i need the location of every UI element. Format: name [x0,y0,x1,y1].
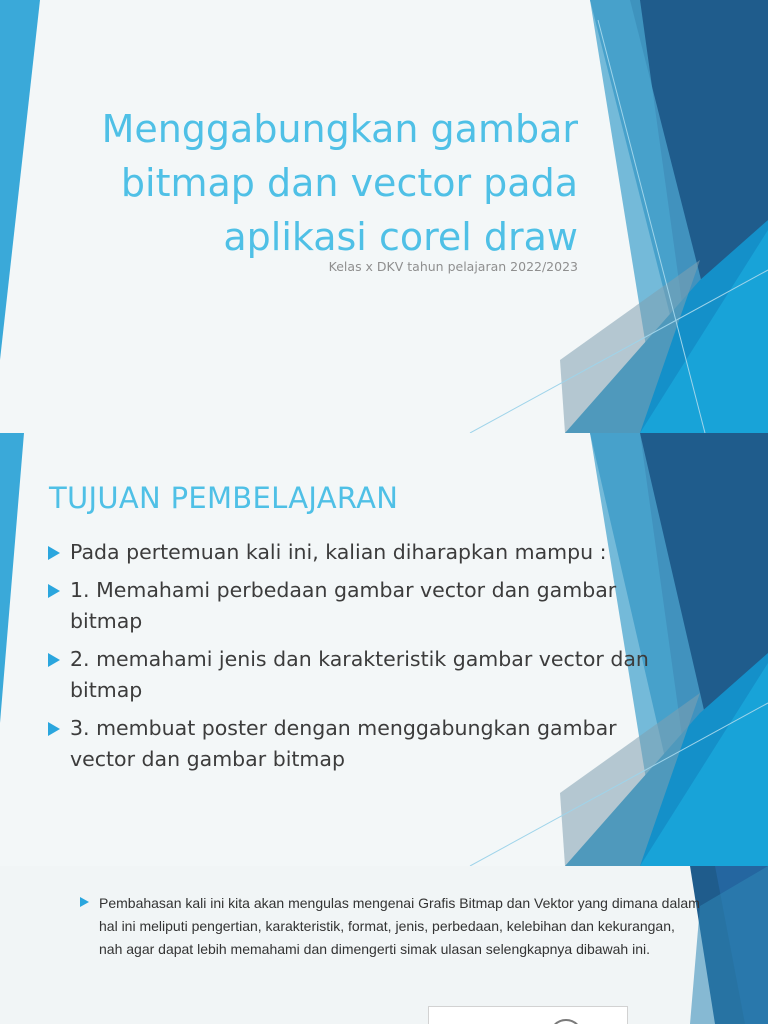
bullet-arrow-icon [48,546,60,560]
list-item-text: 3. membuat poster dengan menggabungkan gambar vector dan gambar bitmap [70,716,617,771]
slide-subtitle: Kelas x DKV tahun pelajaran 2022/2023 [328,259,578,274]
list-item-text: 1. Memahami perbedaan gambar vector dan gambar bitmap [70,578,617,633]
objectives-slide [0,433,768,866]
list-item [48,537,688,568]
slide-title: Menggabungkan gambar bitmap dan vector pada aplikasi corel draw [101,107,578,259]
bullet-arrow-icon [48,722,60,736]
content-slide [0,866,768,1024]
list-item-text: 2. memahami jenis dan karakteristik gambar vector dan bitmap [70,647,649,702]
image-circle-shape [549,1019,583,1024]
left-shape [0,433,24,723]
bullet-arrow-icon [48,653,60,667]
bullet-arrow-icon [80,897,89,907]
section-title: TUJUAN PEMBELAJARAN [49,481,399,515]
list-item-text: Pada pertemuan kali ini, kalian diharapkan mampu : [70,540,607,564]
left-shape [0,0,40,360]
objectives-list [48,537,688,782]
embedded-image [428,1006,628,1024]
paragraph-block [80,892,700,961]
title-slide [0,0,768,433]
list-item [48,575,688,637]
list-item [48,713,688,775]
bullet-arrow-icon [48,584,60,598]
list-item [48,644,688,706]
paragraph-text: Pembahasan kali ini kita akan mengulas mengenai Grafis Bitmap dan Vektor yang dimana dalam hal ini meliputi pengertian, karakteristik, format, jenis, perbedaan, kelebihan dan kekurangan, nah agar dapat lebih memahami dan dimengerti simak ulasan selengkapnya dibawah ini. [99,895,700,957]
